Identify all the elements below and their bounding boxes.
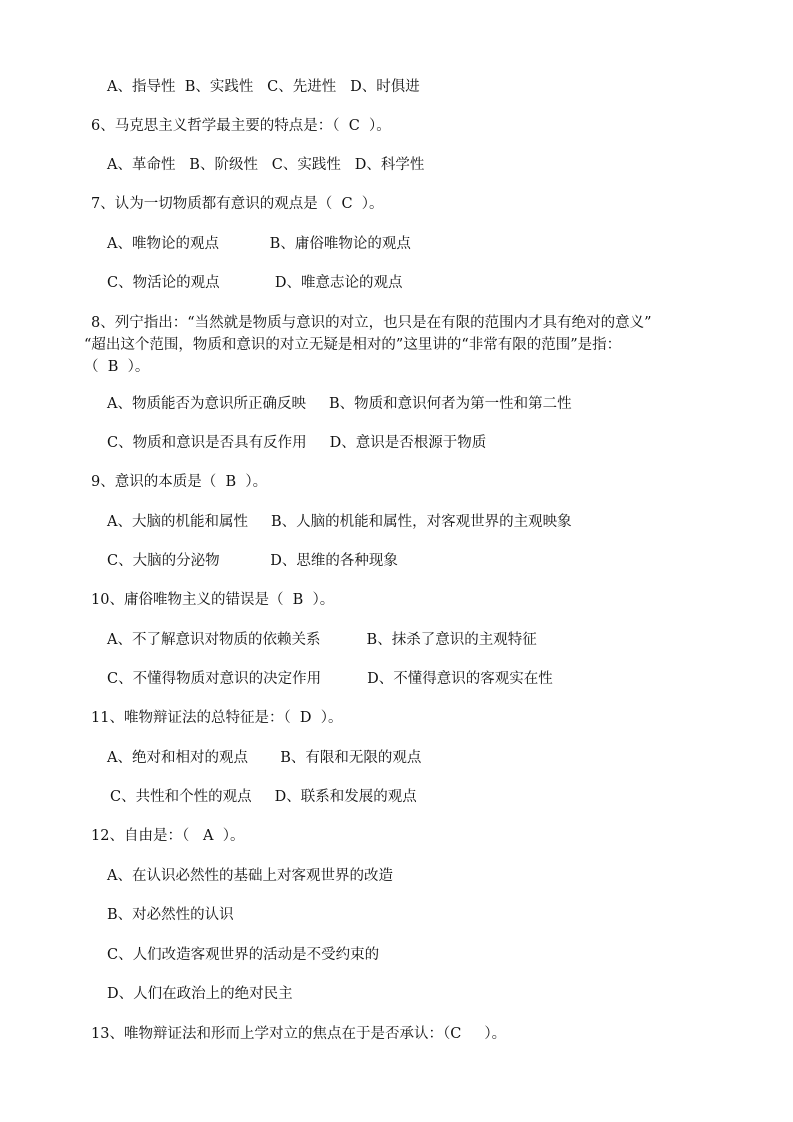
- q12-option-d: D、人们在政治上的绝对民主: [107, 986, 293, 1002]
- q7-options-line-1: A、唯物论的观点 B、庸俗唯物论的观点: [107, 236, 411, 252]
- q9-options-line-1: A、大脑的机能和属性 B、人脑的机能和属性，对客观世界的主观映象: [107, 514, 572, 530]
- q8-question-line-3: （ B ）。: [84, 359, 150, 375]
- q12-option-c: C、人们改造客观世界的活动是不受约束的: [107, 947, 380, 963]
- q10-options-line-2: C、不懂得物质对意识的决定作用 D、不懂得意识的客观实在性: [107, 671, 553, 687]
- q9-question: 9、意识的本质是（ B ）。: [91, 474, 268, 490]
- q5-options-line: A、指导性 B、实践性 C、先进性 D、时俱进: [107, 79, 420, 95]
- q7-options-line-2: C、物活论的观点 D、唯意志论的观点: [107, 275, 403, 291]
- q6-options-line: A、革命性 B、阶级性 C、实践性 D、科学性: [107, 157, 425, 173]
- q10-options-line-1: A、不了解意识对物质的依赖关系 B、抹杀了意识的主观特征: [107, 632, 537, 648]
- q11-question: 11、唯物辩证法的总特征是：（ D ）。: [91, 710, 343, 726]
- q11-options-line-2: C、共性和个性的观点 D、联系和发展的观点: [110, 789, 417, 805]
- q6-question: 6、马克思主义哲学最主要的特点是：（ C ）。: [91, 118, 391, 134]
- q10-question: 10、庸俗唯物主义的错误是（ B ）。: [91, 592, 335, 608]
- q8-question-line-2: “超出这个范围，物质和意识的对立无疑是相对的”这里讲的“非常有限的范围”是指：: [84, 337, 622, 353]
- q8-options-line-2: C、物质和意识是否具有反作用 D、意识是否根源于物质: [107, 435, 487, 451]
- q9-options-line-2: C、大脑的分泌物 D、思维的各种现象: [107, 553, 398, 569]
- q12-option-b: B、对必然性的认识: [107, 907, 234, 923]
- q12-question: 12、自由是：（ A ）。: [91, 828, 245, 844]
- q11-options-line-1: A、绝对和相对的观点 B、有限和无限的观点: [107, 750, 422, 766]
- q8-options-line-1: A、物质能否为意识所正确反映 B、物质和意识何者为第一性和第二性: [107, 396, 572, 412]
- q12-option-a: A、在认识必然性的基础上对客观世界的改造: [107, 868, 393, 884]
- q7-question: 7、认为一切物质都有意识的观点是（ C ）。: [91, 196, 384, 212]
- q13-question: 13、唯物辩证法和形而上学对立的焦点在于是否承认：（C ）。: [91, 1026, 507, 1042]
- q8-question-line-1: 8、列宁指出：“当然就是物质与意识的对立，也只是在有限的范围内才具有绝对的意义”: [91, 315, 652, 331]
